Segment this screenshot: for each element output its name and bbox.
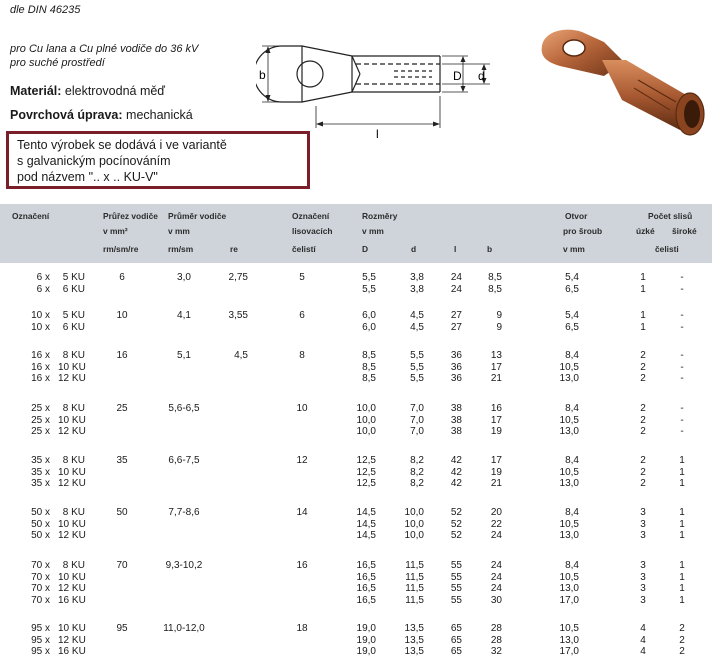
group-cell-cross: 35 [116, 455, 128, 466]
row-cell-d: 13,5 [404, 646, 424, 658]
row-cell-hole: 10,5 [559, 571, 579, 583]
row-cell-hole: 5,4 [565, 272, 579, 283]
group-cell-dia_rmsm: 4,1 [177, 310, 191, 321]
row-cell-hole: 8,4 [565, 350, 579, 361]
row-cell-n1: 2 [640, 373, 646, 385]
group-cell-dia_rmsm: 3,0 [177, 272, 191, 283]
group-cell-dia_rmsm: 11,0-12,0 [163, 623, 205, 634]
row-cell-l: 65 [450, 634, 462, 646]
row-cell-n2: - [680, 283, 684, 295]
row-cell-D: 16,5 [356, 583, 376, 595]
group-cell-die: 12 [296, 455, 308, 466]
row-cell-hole: 13,0 [559, 426, 579, 438]
row-cell-a: 10 x [31, 310, 50, 321]
row-cell-a: 70 x [31, 571, 50, 583]
note-line: pod názvem ".. x .. KU-V" [17, 170, 158, 184]
row-cell-w: 21 [490, 478, 502, 490]
col-hole-unit: v mm [563, 244, 585, 254]
row-cell-hole: 13,0 [559, 530, 579, 542]
row-cell-n2: 1 [679, 507, 685, 518]
row-cell-n1: 2 [640, 350, 646, 361]
row-cell-hole: 8,4 [565, 560, 579, 571]
dim-label-l: l [376, 127, 379, 138]
row-cell-b: 12 KU [58, 478, 86, 490]
row-cell-a: 70 x [31, 583, 50, 595]
group-cell-die: 18 [296, 623, 308, 634]
row-cell-w: 9 [496, 310, 502, 321]
group-cell-cross: 10 [116, 310, 128, 321]
row-cell-hole: 13,0 [559, 634, 579, 646]
row-cell-b: 12 KU [58, 634, 86, 646]
row-cell-l: 24 [450, 272, 462, 283]
row-cell-d: 5,5 [410, 361, 424, 373]
row-cell-D: 12,5 [356, 478, 376, 490]
row-cell-b: 10 KU [58, 361, 86, 373]
row-cell-l: 52 [450, 507, 462, 518]
group-cell-die: 14 [296, 507, 308, 518]
row-cell-d: 10,0 [404, 518, 424, 530]
col-dimensions: Rozměry [362, 211, 398, 221]
row-cell-D: 10,0 [356, 403, 376, 414]
row-cell-b: 10 KU [58, 571, 86, 583]
row-cell-n2: 2 [679, 623, 685, 634]
note-line: Tento výrobek se dodává i ve variantě [17, 138, 227, 152]
row-cell-hole: 13,0 [559, 373, 579, 385]
row-cell-l: 52 [450, 530, 462, 542]
row-cell-n2: - [680, 403, 684, 414]
material-label: Materiál: [10, 84, 62, 98]
row-cell-a: 95 x [31, 634, 50, 646]
row-cell-a: 25 x [31, 414, 50, 426]
row-cell-n1: 2 [640, 426, 646, 438]
row-cell-n2: - [680, 321, 684, 333]
row-cell-D: 16,5 [356, 560, 376, 571]
row-cell-d: 7,0 [410, 426, 424, 438]
row-cell-D: 8,5 [362, 350, 376, 361]
row-cell-d: 11,5 [405, 560, 424, 571]
row-cell-n1: 2 [640, 403, 646, 414]
row-cell-n2: 1 [679, 594, 685, 606]
row-cell-hole: 10,5 [559, 623, 579, 634]
row-cell-D: 5,5 [362, 272, 376, 283]
group-cell-dia_re: 3,55 [228, 310, 248, 321]
row-cell-l: 27 [450, 310, 462, 321]
row-cell-a: 70 x [31, 594, 50, 606]
row-cell-n2: 1 [679, 455, 685, 466]
row-cell-D: 19,0 [356, 646, 376, 658]
row-cell-n1: 3 [640, 583, 646, 595]
row-cell-a: 16 x [31, 350, 50, 361]
row-cell-a: 35 x [31, 455, 50, 466]
row-cell-n1: 4 [640, 646, 646, 658]
group-cell-die: 16 [296, 560, 308, 571]
row-cell-a: 25 x [31, 426, 50, 438]
row-cell-b: 10 KU [58, 623, 86, 634]
col-cross-section-unit: v mm² [103, 226, 128, 236]
row-cell-d: 10,0 [404, 530, 424, 542]
col-die-2: lisovacích [292, 226, 333, 236]
row-cell-n2: - [680, 373, 684, 385]
row-cell-n2: 1 [679, 466, 685, 478]
dim-label-D: D [453, 69, 462, 83]
row-cell-n2: - [680, 310, 684, 321]
col-b: b [487, 244, 493, 254]
row-cell-b: 10 KU [58, 518, 86, 530]
surface-value: mechanická [126, 108, 193, 122]
dim-label-d: d [478, 69, 485, 83]
row-cell-n2: 2 [679, 646, 685, 658]
row-cell-n1: 1 [640, 310, 646, 321]
row-cell-hole: 5,4 [565, 310, 579, 321]
row-cell-d: 11,5 [405, 583, 424, 595]
row-cell-b: 5 KU [62, 310, 85, 321]
row-cell-D: 16,5 [356, 571, 376, 583]
row-cell-n1: 3 [640, 594, 646, 606]
group-cell-cross: 70 [116, 560, 128, 571]
group-cell-cross: 25 [116, 403, 128, 414]
row-cell-n1: 2 [640, 466, 646, 478]
row-cell-D: 6,0 [362, 321, 376, 333]
row-cell-l: 27 [450, 321, 462, 333]
row-cell-w: 24 [490, 583, 502, 595]
row-cell-hole: 10,5 [559, 361, 579, 373]
group-cell-dia_re: 2,75 [228, 272, 248, 283]
row-cell-hole: 6,5 [565, 321, 579, 333]
row-cell-n1: 2 [640, 414, 646, 426]
col-D: D [362, 244, 369, 254]
row-cell-w: 21 [490, 373, 502, 385]
row-cell-w: 17 [490, 414, 502, 426]
row-cell-d: 11,5 [405, 571, 424, 583]
group-cell-cross: 50 [116, 507, 128, 518]
group-cell-die: 8 [299, 350, 305, 361]
row-cell-l: 38 [450, 414, 462, 426]
row-cell-l: 55 [450, 594, 462, 606]
col-diameter-unit: v mm [168, 226, 190, 236]
row-cell-d: 7,0 [410, 414, 424, 426]
row-cell-a: 25 x [31, 403, 50, 414]
row-cell-D: 16,5 [356, 594, 376, 606]
row-cell-b: 12 KU [58, 373, 86, 385]
row-cell-w: 28 [490, 634, 502, 646]
row-cell-w: 8,5 [488, 272, 502, 283]
row-cell-l: 42 [450, 455, 462, 466]
row-cell-b: 8 KU [62, 507, 85, 518]
row-cell-a: 6 x [36, 272, 50, 283]
row-cell-n1: 3 [640, 507, 646, 518]
group-cell-die: 6 [299, 310, 305, 321]
row-cell-hole: 8,4 [565, 507, 579, 518]
row-cell-n1: 1 [640, 272, 646, 283]
row-cell-w: 24 [490, 560, 502, 571]
row-cell-D: 14,5 [356, 530, 376, 542]
row-cell-l: 55 [450, 571, 462, 583]
row-cell-D: 19,0 [356, 634, 376, 646]
group-cell-die: 10 [296, 403, 308, 414]
row-cell-a: 6 x [36, 283, 50, 295]
row-cell-w: 28 [490, 623, 502, 634]
row-cell-n1: 4 [640, 623, 646, 634]
description-line: pro Cu lana a Cu plné vodiče do 36 kV [10, 43, 199, 55]
note-line: s galvanickým pocínováním [17, 154, 171, 168]
group-cell-cross: 95 [116, 623, 128, 634]
row-cell-a: 35 x [31, 478, 50, 490]
row-cell-d: 13,5 [404, 634, 424, 646]
row-cell-l: 55 [450, 583, 462, 595]
row-cell-hole: 6,5 [565, 283, 579, 295]
row-cell-l: 24 [450, 283, 462, 295]
col-d: d [411, 244, 417, 254]
row-cell-hole: 10,5 [559, 518, 579, 530]
row-cell-w: 22 [490, 518, 502, 530]
row-cell-w: 24 [490, 571, 502, 583]
row-cell-w: 9 [496, 321, 502, 333]
col-diameter: Průměr vodiče [168, 211, 227, 221]
row-cell-d: 5,5 [410, 350, 424, 361]
col-die: Označení [292, 211, 330, 221]
row-cell-b: 6 KU [62, 283, 85, 295]
row-cell-w: 8,5 [488, 283, 502, 295]
row-cell-l: 52 [450, 518, 462, 530]
row-cell-n1: 1 [640, 321, 646, 333]
row-cell-a: 50 x [31, 530, 50, 542]
row-cell-hole: 10,5 [559, 414, 579, 426]
row-cell-D: 14,5 [356, 507, 376, 518]
material-value: elektrovodná měď [64, 84, 165, 98]
row-cell-hole: 13,0 [559, 478, 579, 490]
row-cell-b: 16 KU [58, 646, 86, 658]
row-cell-d: 4,5 [410, 321, 424, 333]
row-cell-b: 12 KU [58, 530, 86, 542]
description-line: pro suché prostředí [10, 57, 105, 69]
group-cell-die: 5 [299, 272, 305, 283]
row-cell-hole: 13,0 [559, 583, 579, 595]
row-cell-n2: 1 [679, 530, 685, 542]
row-cell-hole: 17,0 [559, 594, 579, 606]
row-cell-a: 95 x [31, 623, 50, 634]
row-cell-a: 50 x [31, 507, 50, 518]
row-cell-b: 8 KU [62, 403, 85, 414]
group-cell-dia_rmsm: 6,6-7,5 [168, 455, 200, 466]
row-cell-n2: 1 [679, 518, 685, 530]
row-cell-b: 10 KU [58, 414, 86, 426]
row-cell-hole: 10,5 [559, 466, 579, 478]
row-cell-n1: 2 [640, 361, 646, 373]
group-cell-dia_rmsm: 5,6-6,5 [168, 403, 200, 414]
row-cell-a: 35 x [31, 466, 50, 478]
row-cell-d: 8,2 [410, 478, 424, 490]
row-cell-w: 19 [490, 426, 502, 438]
row-cell-w: 17 [490, 361, 502, 373]
row-cell-l: 65 [450, 623, 462, 634]
row-cell-d: 7,0 [410, 403, 424, 414]
row-cell-n2: 1 [679, 583, 685, 595]
row-cell-n1: 3 [640, 518, 646, 530]
group-cell-dia_rmsm: 7,7-8,6 [168, 507, 200, 518]
col-cross-section: Průřez vodiče [103, 211, 158, 221]
row-cell-a: 16 x [31, 361, 50, 373]
row-cell-d: 5,5 [410, 373, 424, 385]
col-hole: Otvor [565, 211, 588, 221]
col-diameter-re: re [230, 244, 238, 254]
row-cell-D: 14,5 [356, 518, 376, 530]
row-cell-w: 17 [490, 455, 502, 466]
row-cell-b: 8 KU [62, 350, 85, 361]
row-cell-D: 8,5 [362, 373, 376, 385]
row-cell-hole: 17,0 [559, 646, 579, 658]
row-cell-n2: - [680, 350, 684, 361]
row-cell-w: 24 [490, 530, 502, 542]
row-cell-d: 10,0 [404, 507, 424, 518]
row-cell-n2: - [680, 414, 684, 426]
row-cell-l: 36 [450, 350, 462, 361]
group-cell-dia_re: 4,5 [234, 350, 248, 361]
row-cell-a: 16 x [31, 373, 50, 385]
row-cell-a: 70 x [31, 560, 50, 571]
row-cell-n1: 3 [640, 560, 646, 571]
col-diameter-rmsm: rm/sm [168, 244, 194, 254]
row-cell-w: 30 [490, 594, 502, 606]
row-cell-b: 8 KU [62, 455, 85, 466]
row-cell-d: 3,8 [410, 283, 424, 295]
row-cell-n1: 3 [640, 571, 646, 583]
dim-label-b: b [259, 68, 266, 82]
row-cell-d: 3,8 [410, 272, 424, 283]
row-cell-D: 12,5 [356, 466, 376, 478]
group-cell-cross: 16 [116, 350, 128, 361]
col-dimensions-unit: v mm [362, 226, 384, 236]
col-designation: Označení [12, 211, 50, 221]
row-cell-n2: 1 [679, 560, 685, 571]
row-cell-l: 65 [450, 646, 462, 658]
row-cell-D: 8,5 [362, 361, 376, 373]
row-cell-n1: 2 [640, 455, 646, 466]
row-cell-l: 38 [450, 403, 462, 414]
col-crimps-wide: široké [672, 226, 697, 236]
row-cell-l: 36 [450, 373, 462, 385]
row-cell-n2: 1 [679, 571, 685, 583]
group-cell-cross: 6 [119, 272, 125, 283]
standard-reference: dle DIN 46235 [10, 4, 81, 16]
row-cell-w: 16 [490, 403, 502, 414]
row-cell-b: 8 KU [62, 560, 85, 571]
surface-label: Povrchová úprava: [10, 108, 123, 122]
row-cell-hole: 8,4 [565, 455, 579, 466]
row-cell-d: 11,5 [405, 594, 424, 606]
row-cell-d: 13,5 [404, 623, 424, 634]
row-cell-n2: - [680, 272, 684, 283]
row-cell-a: 10 x [31, 321, 50, 333]
group-cell-dia_rmsm: 9,3-10,2 [165, 560, 203, 571]
row-cell-l: 38 [450, 426, 462, 438]
col-die-3: čelistí [292, 244, 316, 254]
row-cell-l: 42 [450, 478, 462, 490]
row-cell-d: 4,5 [410, 310, 424, 321]
row-cell-D: 10,0 [356, 414, 376, 426]
row-cell-D: 19,0 [356, 623, 376, 634]
row-cell-hole: 8,4 [565, 403, 579, 414]
row-cell-a: 95 x [31, 646, 50, 658]
row-cell-b: 12 KU [58, 426, 86, 438]
row-cell-l: 55 [450, 560, 462, 571]
row-cell-D: 12,5 [356, 455, 376, 466]
row-cell-n1: 4 [640, 634, 646, 646]
col-crimps-die: čelisti [655, 244, 679, 254]
row-cell-n2: - [680, 361, 684, 373]
row-cell-w: 13 [490, 350, 502, 361]
col-crimps: Počet slisů [648, 211, 693, 221]
row-cell-n1: 3 [640, 530, 646, 542]
row-cell-n2: 1 [679, 478, 685, 490]
row-cell-D: 5,5 [362, 283, 376, 295]
row-cell-n2: - [680, 426, 684, 438]
row-cell-w: 19 [490, 466, 502, 478]
row-cell-b: 12 KU [58, 583, 86, 595]
row-cell-l: 36 [450, 361, 462, 373]
col-l: l [454, 244, 457, 254]
col-hole-2: pro šroub [563, 226, 603, 236]
row-cell-n1: 2 [640, 478, 646, 490]
row-cell-b: 5 KU [62, 272, 85, 283]
row-cell-d: 8,2 [410, 466, 424, 478]
row-cell-d: 8,2 [410, 455, 424, 466]
row-cell-n2: 2 [679, 634, 685, 646]
row-cell-a: 50 x [31, 518, 50, 530]
row-cell-n1: 1 [640, 283, 646, 295]
row-cell-w: 20 [490, 507, 502, 518]
col-crimps-narrow: úzké [636, 226, 655, 236]
group-cell-dia_rmsm: 5,1 [177, 350, 191, 361]
row-cell-b: 6 KU [62, 321, 85, 333]
col-cross-section-type: rm/sm/re [103, 244, 139, 254]
row-cell-D: 10,0 [356, 426, 376, 438]
row-cell-l: 42 [450, 466, 462, 478]
row-cell-D: 6,0 [362, 310, 376, 321]
row-cell-w: 32 [490, 646, 502, 658]
row-cell-b: 10 KU [58, 466, 86, 478]
row-cell-b: 16 KU [58, 594, 86, 606]
